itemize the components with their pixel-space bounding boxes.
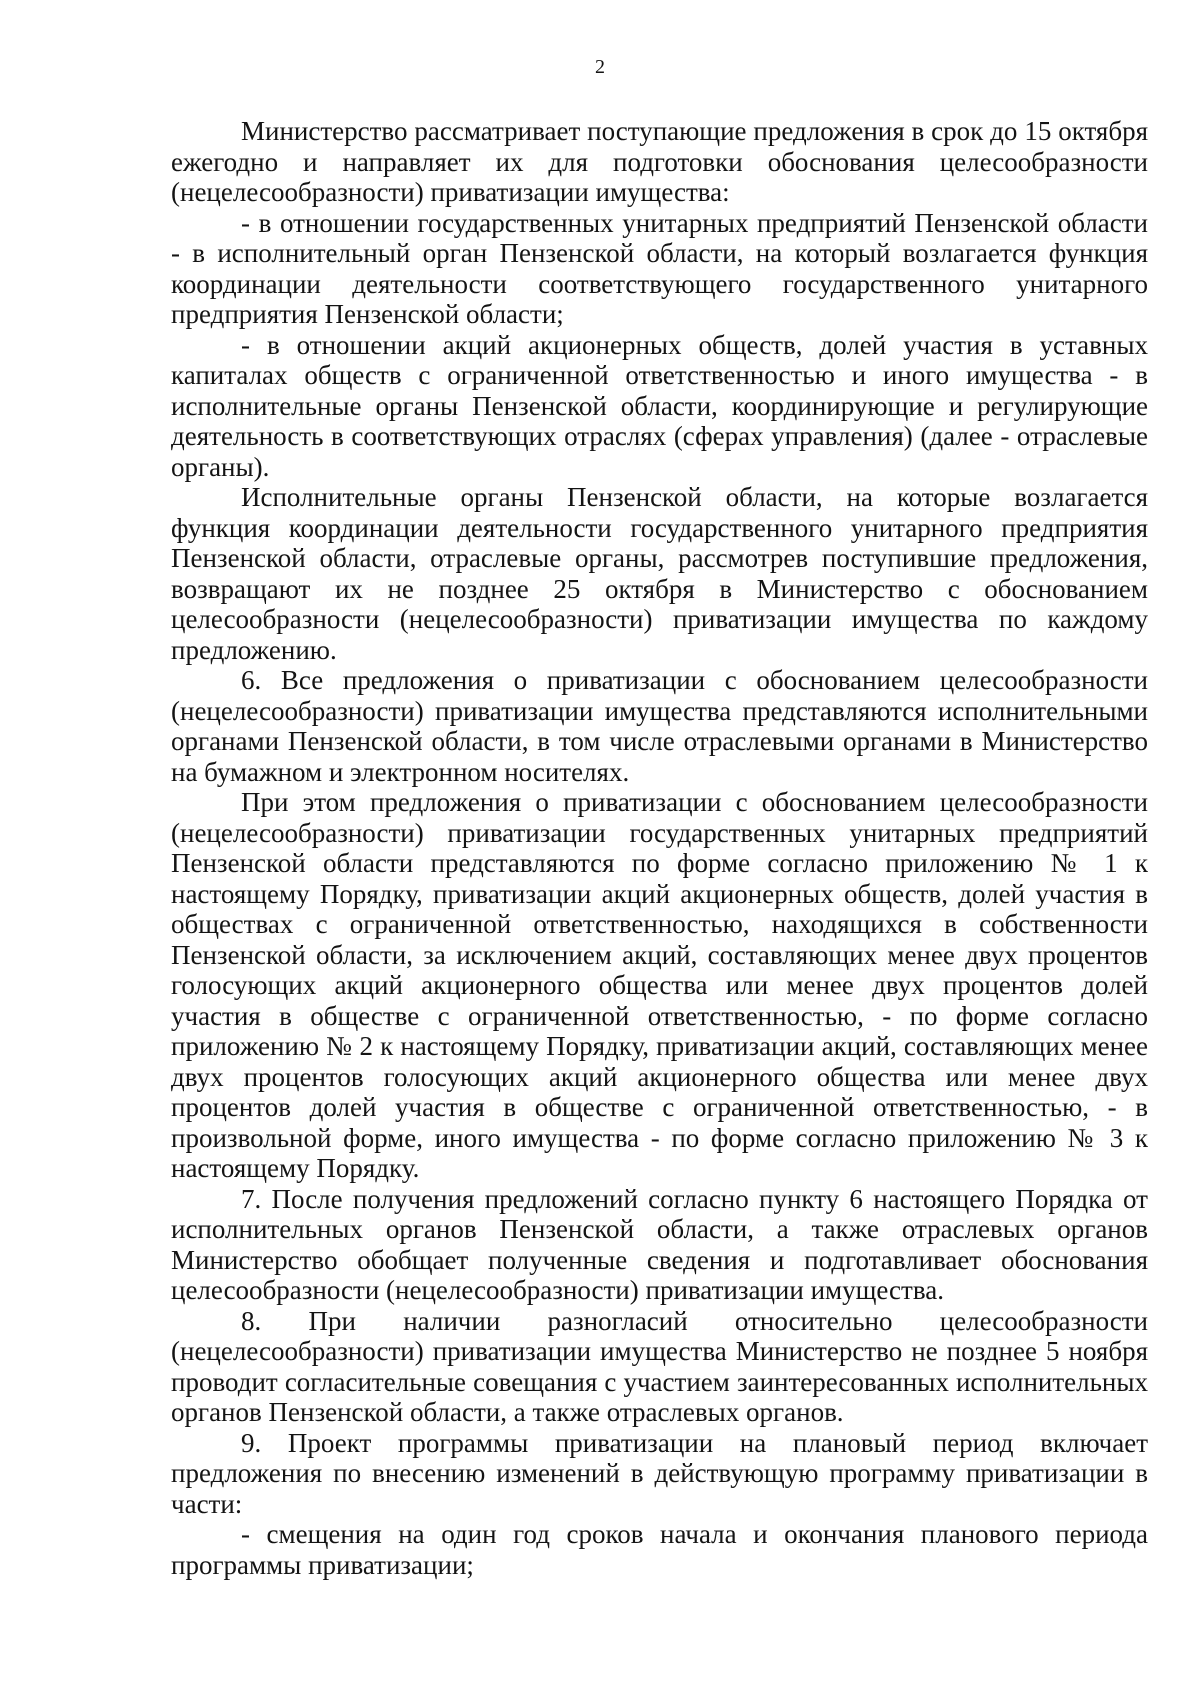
paragraph: 6. Все предложения о приватизации с обоснованием целесообразности (нецелесообразности) приватизации имущества представляются исполнительными органами Пензенской области, в том числе отраслевыми органами в Министерство на бумажном и электронном носителях. <box>171 665 1148 787</box>
paragraph: 8. При наличии разногласий относительно целесообразности (нецелесообразности) приватизации имущества Министерство не позднее 5 ноября проводит согласительные совещания с участием заинтересованных исполнительных органов Пензенской области, а также отраслевых органов. <box>171 1305 1148 1427</box>
document-body <box>171 116 1148 1580</box>
paragraph: Министерство рассматривает поступающие предложения в срок до 15 октября ежегодно и направляет их для подготовки обоснования целесообразности (нецелесообразности) приватизации имущества: <box>171 116 1148 207</box>
page-number: 2 <box>595 56 605 78</box>
paragraph: - смещения на один год сроков начала и окончания планового периода программы приватизации; <box>171 1519 1148 1580</box>
paragraph: - в отношении государственных унитарных предприятий Пензенской области - в исполнительный орган Пензенской области, на который возлагается функция координации деятельности соответствующего государственного унитарного предприятия Пензенской области; <box>171 207 1148 329</box>
paragraph: 7. После получения предложений согласно пункту 6 настоящего Порядка от исполнительных органов Пензенской области, а также отраслевых органов Министерство обобщает полученные сведения и подготавливает обоснования целесообразности (нецелесообразности) приватизации имущества. <box>171 1183 1148 1305</box>
paragraph: При этом предложения о приватизации с обоснованием целесообразности (нецелесообразности) приватизации государственных унитарных предприятий Пензенской области представляются по форме согласно приложению № 1 к настоящему Порядку, приватизации акций акционерных обществ, долей участия в обществах с ограниченной ответственностью, находящихся в собственности Пензенской области, за исключением акций, составляющих менее двух процентов голосующих акций акционерного общества или менее двух процентов долей участия в обществе с ограниченной ответственностью, - по форме согласно приложению № 2 к настоящему Порядку, приватизации акций, составляющих менее двух процентов голосующих акций акционерного общества или менее двух процентов долей участия в обществе с ограниченной ответственностью, - в произвольной форме, иного имущества - по форме согласно приложению № 3 к настоящему Порядку. <box>171 787 1148 1183</box>
paragraph: 9. Проект программы приватизации на плановый период включает предложения по внесению изменений в действующую программу приватизации в части: <box>171 1427 1148 1519</box>
paragraph: Исполнительные органы Пензенской области, на которые возлагается функция координации деятельности государственного унитарного предприятия Пензенской области, отраслевые органы, рассмотрев поступившие предложения, возвращают их не позднее 25 октября в Министерство с обоснованием целесообразности (нецелесообразности) приватизации имущества по каждому предложению. <box>171 482 1148 665</box>
paragraph: - в отношении акций акционерных обществ, долей участия в уставных капиталах обществ с ограниченной ответственностью и иного имущества - в исполнительные органы Пензенской области, координирующие и регулирующие деятельность в соответствующих отраслях (сферах управления) (далее - отраслевые органы). <box>171 329 1148 482</box>
